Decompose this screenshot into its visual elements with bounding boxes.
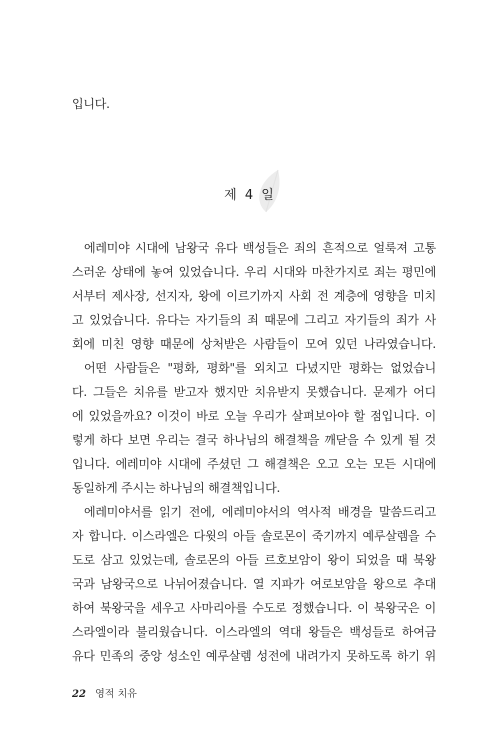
paragraph-line: 어떤 사람들은 "평화, 평화"를 외치고 다녔지만 평화는 없었습니: [84, 361, 436, 375]
paragraph-line: 서부터 제사장, 선지자, 왕에 이르기까지 사회 전 계층에 영향을 미치: [72, 289, 436, 303]
page-footer: [72, 689, 137, 701]
paragraph-line: 입니다. 에레미야 시대에 주셨던 그 해결책은 오고 오는 모든 시대에: [72, 457, 436, 471]
paragraph-line: 도로 삼고 있었는데, 솔로몬의 아들 르호보암이 왕이 되었을 때 북왕: [72, 553, 436, 567]
paragraph-line: 자 합니다. 이스라엘은 다윗의 아들 솔로몬이 죽기까지 예루살렘을 수: [72, 529, 436, 543]
previous-section-tail: 입니다.: [72, 97, 110, 111]
section-heading-block: [0, 168, 500, 218]
running-title: 영적 치유: [95, 689, 137, 700]
page-number: 22: [72, 689, 86, 700]
paragraph-line: 스러운 상태에 놓여 있었습니다. 우리 시대와 마찬가지로 죄는 평민에: [72, 265, 436, 279]
paragraph-line: 하여 북왕국을 세우고 사마리아를 수도로 정했습니다. 이 북왕국은 이: [72, 601, 436, 615]
paragraph-line: 국과 남왕국으로 나뉘어졌습니다. 열 지파가 여로보암을 왕으로 추대: [72, 577, 436, 591]
paragraph-line: 에레미야서를 읽기 전에, 에레미야서의 역사적 배경을 말씀드리고: [84, 505, 436, 519]
paragraph-line: 에레미야 시대에 남왕국 유다 백성들은 죄의 흔적으로 얼룩져 고통: [84, 241, 436, 255]
paragraph-line: 다. 그들은 치유를 받고자 했지만 치유받지 못했습니다. 문제가 어디: [72, 385, 436, 399]
paragraph-line: 렇게 하다 보면 우리는 결국 하나님의 해결책을 깨닫을 수 있게 될 것: [72, 433, 436, 447]
paragraph-line: 에 있었을까요? 이것이 바로 오늘 우리가 살펴보아야 할 점입니다. 이: [72, 409, 436, 423]
paragraph-line: 고 있었습니다. 유다는 자기들의 죄 때문에 그리고 자기들의 죄가 사: [72, 313, 436, 327]
paragraph-line: 회에 미친 영향 때문에 상처받은 사람들이 모여 있던 나라였습니다.: [72, 337, 436, 351]
paragraph-line: 동일하게 주시는 하나님의 해결책입니다.: [72, 481, 281, 495]
paragraph-line: 스라엘이라 불리웠습니다. 이스라엘의 역대 왕들은 백성들로 하여금: [72, 625, 436, 639]
section-heading: 제 4 일: [224, 188, 276, 203]
paragraph-line: 유다 민족의 중앙 성소인 예루살렘 성전에 내려가지 못하도록 하기 위: [72, 649, 436, 663]
